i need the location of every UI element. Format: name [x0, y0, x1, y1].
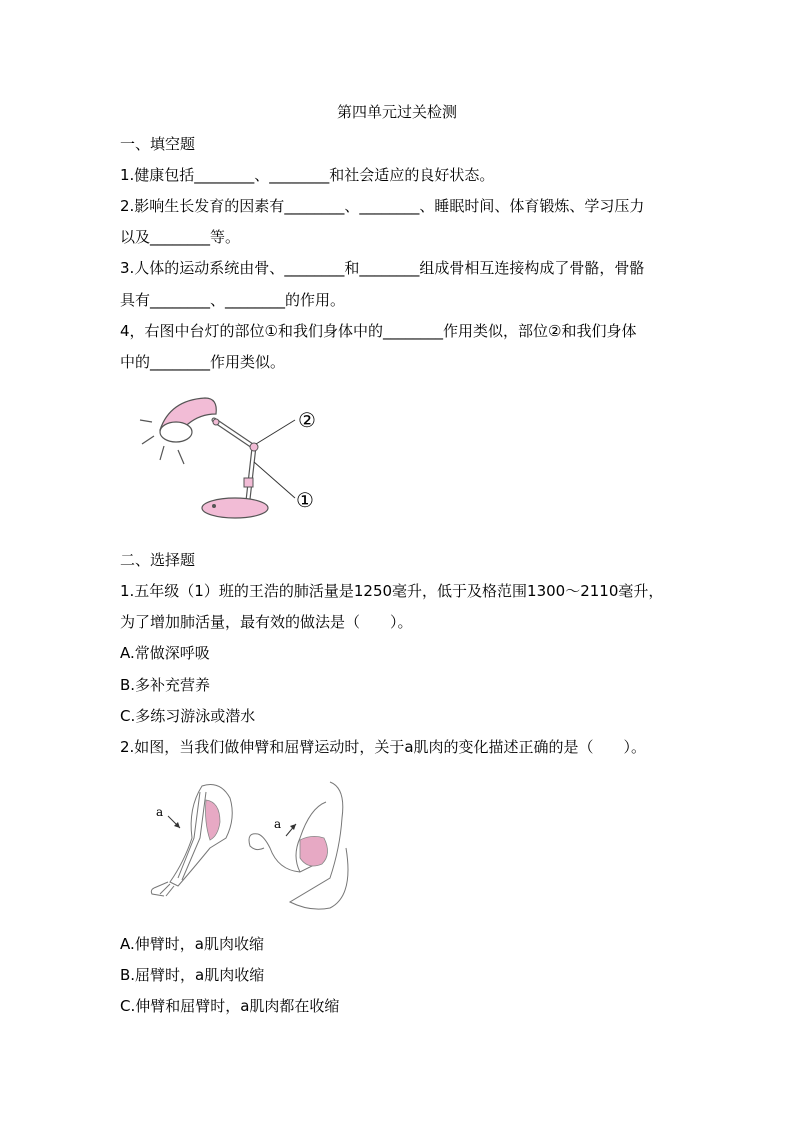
fill-question-1: 1.健康包括________、________和社会适应的良好状态。: [120, 166, 495, 184]
flexed-arm: [249, 782, 348, 909]
muscle-a-extended: [206, 800, 221, 840]
extended-arm: [151, 785, 232, 897]
fill-question-2-line1: 2.影响生长发育的因素有________、________、睡眠时间、体育锻炼、学习压力: [120, 197, 645, 215]
lamp-base: [202, 498, 268, 518]
page-title: 第四单元过关检测: [336, 103, 457, 121]
q1-option-a: A.常做深呼吸: [120, 644, 210, 662]
q2-option-a: A.伸臂时，a肌肉收缩: [120, 935, 264, 953]
desk-lamp-figure: [130, 390, 340, 525]
choice-question-1-line1: 1.五年级（1）班的王浩的肺活量是1250毫升，低于及格范围1300～2110毫升，: [120, 582, 664, 600]
q2-option-c: C.伸臂和屈臂时，a肌肉都在收缩: [120, 997, 340, 1015]
q1-option-c: C.多练习游泳或潜水: [120, 707, 256, 725]
lamp-bulb: [160, 422, 192, 442]
lamp-label-1: ①: [296, 488, 314, 512]
fill-question-3-line2: 具有________、________的作用。: [120, 291, 346, 309]
q2-option-b: B.屈臂时，a肌肉收缩: [120, 966, 265, 984]
leader-1: [254, 462, 295, 498]
muscle-a-flexed: [300, 836, 328, 866]
choice-question-2: 2.如图，当我们做伸臂和屈臂运动时，关于a肌肉的变化描述正确的是（ ）。: [120, 738, 647, 756]
section2-heading: 二、选择题: [120, 551, 196, 569]
arm-label-left: a: [156, 805, 164, 819]
fill-question-3-line1: 3.人体的运动系统由骨、________和________组成骨相互连接构成了骨骼，骨骼: [120, 259, 645, 277]
leader-2: [256, 420, 295, 444]
section1-heading: 一、填空题: [120, 135, 196, 153]
arm-muscle-figure: [140, 778, 360, 913]
fill-question-2-line2: 以及________等。: [120, 228, 241, 246]
shade-joint: [213, 419, 219, 425]
lamp-label-2: ②: [298, 408, 316, 432]
joint-1: [244, 478, 253, 487]
q1-option-b: B.多补充营养: [120, 676, 211, 694]
fill-question-4-line1: 4，右图中台灯的部位①和我们身体中的________作用类似，部位②和我们身体: [120, 322, 637, 340]
choice-question-1-line2: 为了增加肺活量，最有效的做法是（ ）。: [120, 613, 413, 631]
joint-2: [250, 443, 258, 451]
arm-label-right: a: [274, 817, 282, 831]
fill-question-4-line2: 中的________作用类似。: [120, 353, 286, 371]
